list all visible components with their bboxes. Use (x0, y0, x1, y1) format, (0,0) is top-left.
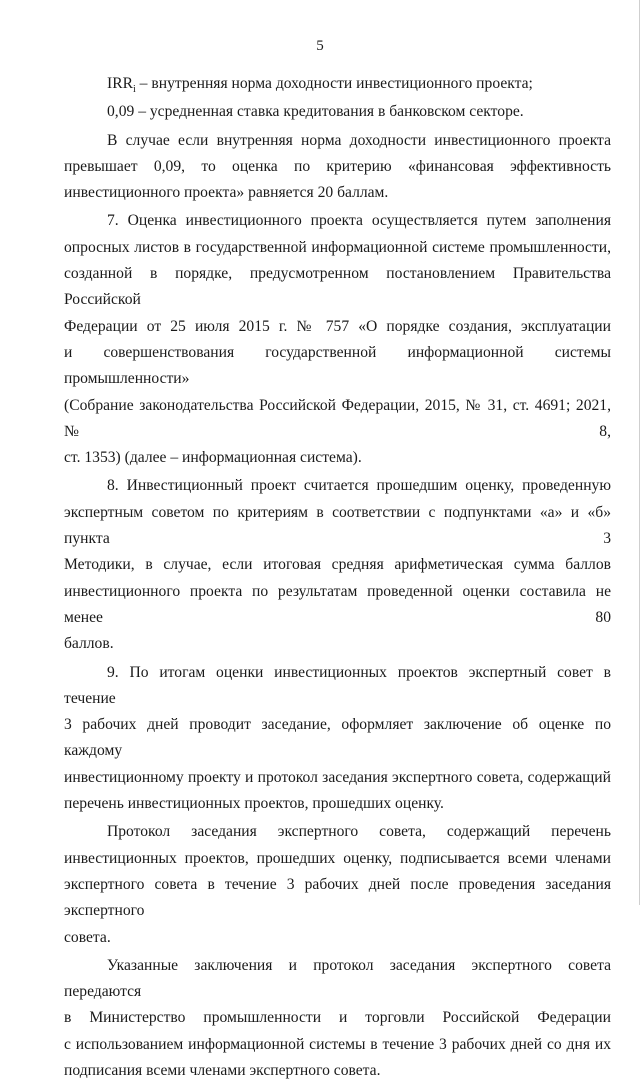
text-line: с использованием информационной системы в течение 3 рабочих дней со дня их (64, 1035, 611, 1053)
text-line: перечень инвестиционных проектов, прошедших оценку. (64, 795, 444, 813)
text-line: созданной в порядке, предусмотренном постановлением Правительства Российской (64, 265, 611, 309)
text-line: инвестиционного проекта по результатам проведенной оценки составила не менее 80 (64, 582, 611, 626)
text-line: подписания всеми членами экспертного совета. (64, 1061, 381, 1079)
paragraph-transfer (64, 953, 611, 1084)
text-line: 8. Инвестиционный проект считается прошедшим оценку, проведенную (107, 477, 611, 495)
text-line: 3 рабочих дней проводит заседание, оформляет заключение об оценке по каждому (64, 716, 611, 760)
text-line: экспертным советом по критериям в соответствии с подпунктами «а» и «б» пункта 3 (64, 503, 611, 548)
text-line: ст. 1353) (далее – информационная система). (64, 449, 362, 467)
text-line: в Министерство промышленности и торговли Российской Федерации (64, 1009, 611, 1027)
paragraph-9 (64, 660, 611, 818)
text-line: Указанные заключения и протокол заседания экспертного совета передаются (64, 956, 611, 1001)
text-line: Федерации от 25 июля 2015 г. № 757 «О порядке создания, эксплуатации (64, 317, 611, 335)
paragraph-condition (64, 128, 611, 207)
irr-symbol: IRR (107, 75, 133, 92)
definition-irr (64, 71, 611, 97)
text-line: экспертного совета в течение 3 рабочих дней после проведения заседания экспертного (64, 875, 611, 920)
text-line: В случае если внутренняя норма доходности инвестиционного проекта (107, 131, 611, 149)
definition-rate: 0,09 – усредненная ставка кредитования в банковском секторе. (107, 103, 524, 121)
text-line: и совершенствования государственной информационной системы промышленности» (64, 343, 611, 388)
text-line: баллов. (64, 635, 114, 653)
text-line: инвестиционных проектов, прошедших оценку, подписывается всеми членами (64, 849, 611, 867)
text-line: совета. (64, 928, 111, 946)
text-line: Протокол заседания экспертного совета, содержащий перечень (107, 823, 611, 841)
paragraph-7 (64, 208, 611, 471)
text-line: инвестиционному проекту и протокол заседания экспертного совета, содержащий (64, 768, 611, 786)
irr-subscript: i (133, 84, 136, 96)
page-number: 5 (316, 38, 324, 54)
text-line: (Собрание законодательства Российской Федерации, 2015, № 31, ст. 4691; 2021, № 8, (64, 396, 611, 440)
paragraph-8 (64, 473, 611, 657)
text-line: 9. По итогам оценки инвестиционных проектов экспертный совет в течение (64, 663, 611, 707)
text-line: превышает 0,09, то оценка по критерию «финансовая эффективность (64, 157, 611, 175)
paragraph-protocol (64, 819, 611, 950)
irr-definition-text: – внутренняя норма доходности инвестиционного проекта; (135, 75, 533, 92)
document-body (64, 71, 611, 1084)
text-line: инвестиционного проекта» равняется 20 баллам. (64, 184, 389, 202)
text-line: опросных листов в государственной информационной системе промышленности, (64, 238, 611, 256)
text-line: Методики, в случае, если итоговая средняя арифметическая сумма баллов (64, 556, 611, 574)
text-line: 7. Оценка инвестиционного проекта осуществляется путем заполнения (107, 212, 611, 230)
